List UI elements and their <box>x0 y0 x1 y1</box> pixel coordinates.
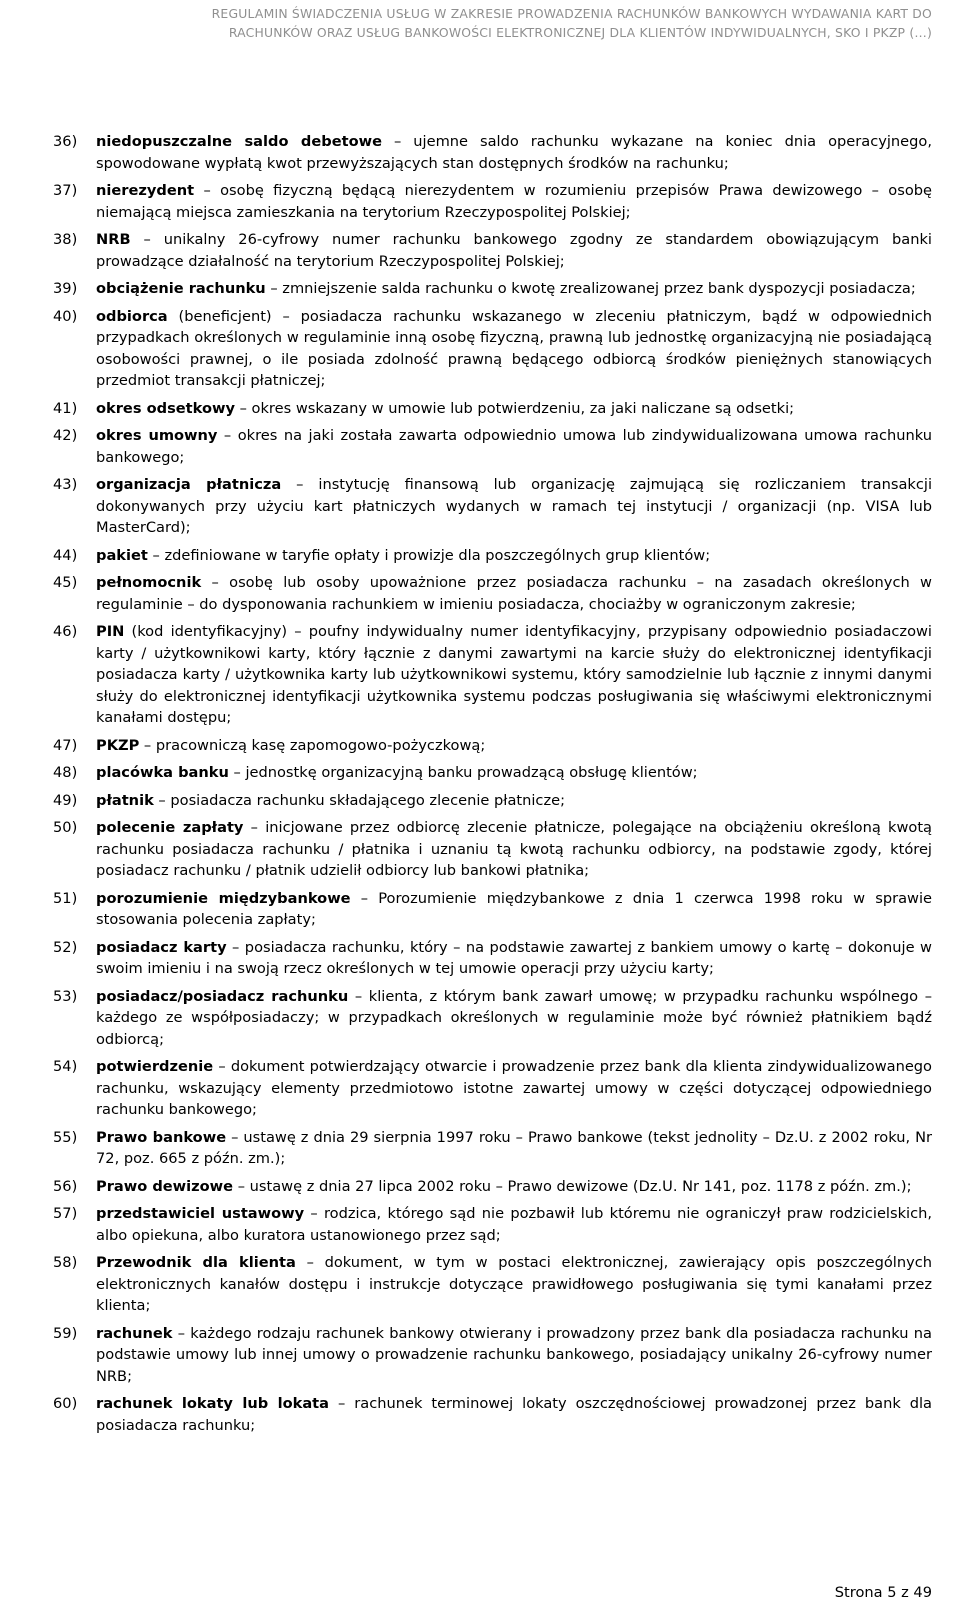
defined-term: organizacja płatnicza <box>96 476 282 493</box>
item-number: 50) <box>53 819 78 836</box>
definition-text: – osobę lub osoby upoważnione przez posiadacza rachunku – na zasadach określonych w regulaminie – do dysponowania rachunkiem w imieniu posiadacza, chociażby w ograniczonym zakresie; <box>96 574 932 613</box>
defined-term: Prawo bankowe <box>96 1128 227 1146</box>
defined-term: Przewodnik dla klienta <box>96 1254 296 1271</box>
definition-text: – Porozumienie międzybankowe z dnia 1 czerwca 1998 roku w sprawie stosowania polecenia zapłaty; <box>96 889 932 928</box>
defined-term: PIN <box>96 623 125 640</box>
definition-item <box>0 790 960 812</box>
definition-item <box>0 398 960 420</box>
item-number: 56) <box>53 1177 78 1195</box>
defined-term: obciążenie rachunku <box>96 280 266 297</box>
item-number: 52) <box>53 938 78 956</box>
item-number: 51) <box>53 889 78 907</box>
defined-term: okres odsetkowy <box>96 399 235 417</box>
defined-term: przedstawiciel ustawowy <box>96 1205 305 1222</box>
definition-text: – ustawę z dnia 27 lipca 2002 roku – Prawo dewizowe (Dz.U. Nr 141, poz. 1178 z późn. zm.); <box>233 1177 912 1195</box>
definition-item <box>0 131 960 174</box>
item-number: 41) <box>53 399 78 417</box>
definition-text: – inicjowane przez odbiorcę zlecenie płatnicze, polegające na obciążeniu określoną kwotą rachunku posiadacza rachunku / płatnika i uznaniu tą kwotą rachunku odbiorcy, na podstawie zgody, której posiadacz rachunku / płatnik udzielił odbiorcy lub bankowi płatnika; <box>96 819 932 879</box>
definition-item <box>0 1203 960 1246</box>
definition-item <box>0 986 960 1051</box>
definition-item <box>0 888 960 931</box>
definition-text: – unikalny 26-cyfrowy numer rachunku bankowego zgodny ze standardem obowiązującym banki prowadzące działalność na terytorium Rzeczypospolitej Polskiej; <box>96 231 932 270</box>
definition-item <box>0 621 960 729</box>
defined-term: rachunek lokaty lub lokata <box>96 1395 330 1412</box>
definition-item <box>0 735 960 757</box>
defined-term: posiadacz/posiadacz rachunku <box>96 987 349 1005</box>
definition-text: – każdego rodzaju rachunek bankowy otwierany i prowadzony przez bank dla posiadacza rachunku na podstawie umowy lub innej umowy o prowadzenie rachunku bankowego, posiadający unikalny 26-cyfrowy numer NRB; <box>96 1324 932 1385</box>
item-number: 40) <box>53 307 78 325</box>
defined-term: rachunek <box>96 1324 173 1342</box>
defined-term: placówka banku <box>96 764 229 781</box>
definition-text: (beneficjent) – posiadacza rachunku wskazanego w zleceniu płatniczym, bądź w odpowiednich przypadkach określonych w regulaminie inną osobę fizyczną, prawną lub jednostkę organizacyjną nie posiadającą osobowości prawnej, o ile posiada zdolność prawną będącego odbiorcą środków pieniężnych stanowiących przedmiot transakcji płatniczej; <box>96 307 932 389</box>
defined-term: Prawo dewizowe <box>96 1177 234 1195</box>
definition-text: – jednostkę organizacyjną banku prowadzącą obsługę klientów; <box>228 764 698 781</box>
definition-text: – okres wskazany w umowie lub potwierdzeniu, za jaki naliczane są odsetki; <box>234 399 795 417</box>
defined-term: nierezydent <box>96 182 195 199</box>
definition-item <box>0 937 960 980</box>
definition-item <box>0 1127 960 1170</box>
item-number: 38) <box>53 231 78 248</box>
item-number: 43) <box>53 476 78 493</box>
definition-item <box>0 817 960 882</box>
definition-text: – zdefiniowane w taryfie opłaty i prowizje dla poszczególnych grup klientów; <box>147 546 711 564</box>
item-number: 36) <box>53 133 78 150</box>
definition-text: (kod identyfikacyjny) – poufny indywidualny numer identyfikacyjny, przypisany odpowiednio posiadaczowi karty / użytkownikowi karty, który łącznie z danymi zawartymi na karcie służy do elektronicznej identyfikacji posiadacza karty / użytkownika karty lub użytkownikowi systemu, który samodzielnie lub łącznie z innymi danymi służy do elektronicznej identyfikacji użytkownika systemu podczas posługiwania się właściwymi elektronicznymi kanałami dostępu; <box>96 623 932 726</box>
defined-term: porozumienie międzybankowe <box>96 889 351 907</box>
definition-item <box>0 1176 960 1198</box>
definition-text: – pracowniczą kasę zapomogowo-pożyczkową; <box>139 736 486 754</box>
defined-term: pakiet <box>96 546 148 564</box>
defined-term: płatnik <box>96 791 154 809</box>
defined-term: okres umowny <box>96 427 218 444</box>
header-line-1: REGULAMIN ŚWIADCZENIA USŁUG W ZAKRESIE PROWADZENIA RACHUNKÓW BANKOWYCH WYDAWANIA KART DO <box>211 6 932 21</box>
definition-item <box>0 306 960 392</box>
definition-text: – ustawę z dnia 29 sierpnia 1997 roku – Prawo bankowe (tekst jednolity – Dz.U. z 2002 roku, Nr 72, poz. 665 z późn. zm.); <box>96 1128 932 1167</box>
definition-list <box>0 131 960 1442</box>
item-number: 44) <box>53 546 78 564</box>
item-number: 45) <box>53 574 78 591</box>
definition-text: – instytucję finansową lub organizację zajmującą się rozliczaniem transakcji dokonywanych przy użyciu kart płatniczych wydanych w ramach tej instytucji / organizacji (np. VISA lub MasterCard); <box>96 476 933 536</box>
definition-item <box>0 180 960 223</box>
definition-item <box>0 474 960 539</box>
definition-item <box>0 425 960 468</box>
item-number: 54) <box>53 1058 78 1075</box>
item-number: 48) <box>53 764 78 781</box>
defined-term: polecenie zapłaty <box>96 819 244 836</box>
page-number: Strona 5 z 49 <box>834 1584 932 1601</box>
defined-term: odbiorca <box>96 307 168 325</box>
item-number: 53) <box>53 987 78 1005</box>
definition-text: – dokument, w tym w postaci elektronicznej, zawierający opis poszczególnych elektronicznych kanałów dostępu i instrukcje dotyczące prawidłowego posługiwania się tymi kanałami przez klienta; <box>96 1254 933 1314</box>
definition-text: – zmniejszenie salda rachunku o kwotę zrealizowanej przez bank dyspozycji posiadacza; <box>265 280 916 297</box>
item-number: 37) <box>53 182 78 199</box>
defined-term: potwierdzenie <box>96 1058 214 1075</box>
defined-term: PKZP <box>96 736 140 754</box>
item-number: 47) <box>53 736 78 754</box>
item-number: 42) <box>53 427 78 444</box>
definition-item <box>0 1393 960 1436</box>
definition-text: – okres na jaki została zawarta odpowiednio umowa lub zindywidualizowana umowa rachunku bankowego; <box>96 427 932 466</box>
item-number: 58) <box>53 1254 78 1271</box>
definition-item <box>0 278 960 300</box>
definition-item <box>0 1056 960 1121</box>
definition-text: – ujemne saldo rachunku wykazane na koniec dnia operacyjnego, spowodowane wypłatą kwot przewyższających stan dostępnych środków na rachunku; <box>96 133 932 172</box>
header-line-2: RACHUNKÓW ORAZ USŁUG BANKOWOŚCI ELEKTRONICZNEJ DLA KLIENTÓW INDYWIDUALNYCH, SKO I PKZP (…) <box>228 25 932 40</box>
definition-item <box>0 545 960 567</box>
definition-item <box>0 1323 960 1388</box>
definition-item <box>0 229 960 272</box>
item-number: 55) <box>53 1128 78 1146</box>
definition-item <box>0 572 960 615</box>
item-number: 60) <box>53 1395 78 1412</box>
item-number: 49) <box>53 791 78 809</box>
item-number: 59) <box>53 1324 78 1342</box>
defined-term: NRB <box>96 231 131 248</box>
definition-item <box>0 1252 960 1317</box>
defined-term: niedopuszczalne saldo debetowe <box>96 133 383 150</box>
definition-text: – dokument potwierdzający otwarcie i prowadzenie przez bank dla klienta zindywidualizowanego rachunku, wskazujący elementy przedmiotowo istotne zawartej umowy w części dotyczącej odpowiedniego rachunku bankowego; <box>96 1058 932 1118</box>
running-header <box>52 4 932 42</box>
defined-term: posiadacz karty <box>96 938 227 956</box>
item-number: 57) <box>53 1205 78 1222</box>
definition-text: – posiadacza rachunku składającego zlecenie płatnicze; <box>153 791 566 809</box>
item-number: 39) <box>53 280 78 297</box>
defined-term: pełnomocnik <box>96 574 202 591</box>
definition-text: – klienta, z którym bank zawarł umowę; w przypadku rachunku wspólnego – każdego ze współposiadaczy; w przypadkach określonych w regulaminie może być również płatnikiem bądź odbiorcą; <box>96 987 932 1048</box>
definition-text: – osobę fizyczną będącą nierezydentem w rozumieniu przepisów Prawa dewizowego – osobę niemającą miejsca zamieszkania na terytorium Rzeczypospolitej Polskiej; <box>96 182 932 221</box>
item-number: 46) <box>53 623 78 640</box>
definition-text: – rodzica, którego sąd nie pozbawił lub któremu nie ograniczył praw rodzicielskich, albo opiekuna, albo kuratora ustanowionego przez sąd; <box>96 1205 932 1244</box>
definition-text: – posiadacza rachunku, który – na podstawie zawartej z bankiem umowy o kartę – dokonuje w swoim imieniu i na swoją rzecz określonych w tej umowie operacji przy użyciu karty; <box>96 938 932 977</box>
definition-text: – rachunek terminowej lokaty oszczędnościowej prowadzonej przez bank dla posiadacza rachunku; <box>96 1395 932 1434</box>
definition-item <box>0 762 960 784</box>
